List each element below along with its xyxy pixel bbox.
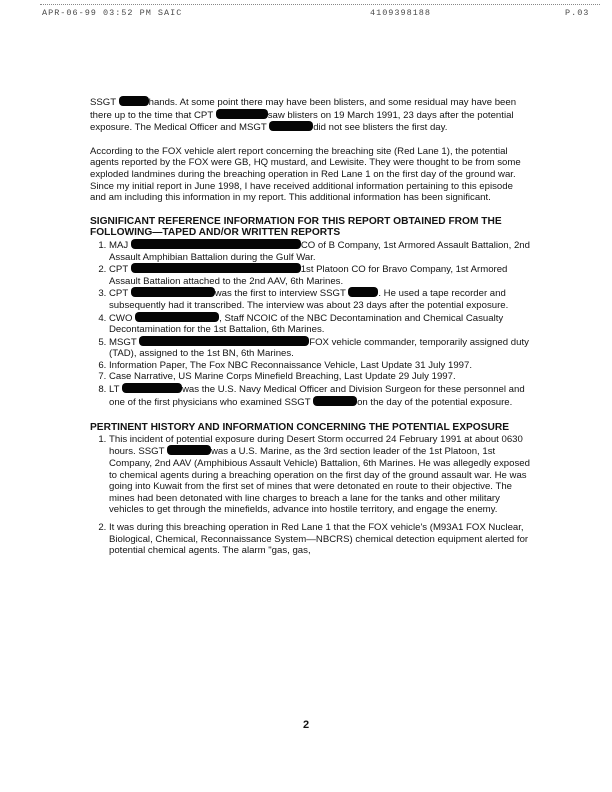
list-item: 8. LT was the U.S. Navy Medical Officer and Division Surgeon for these personnel and one of the first physicians who examined SSGT on the day of the potential exposure. [109, 383, 530, 408]
redaction-bar [122, 383, 182, 393]
references-list [90, 239, 530, 408]
redaction-bar [216, 109, 268, 119]
document-body [90, 96, 530, 557]
redaction-bar [313, 396, 357, 406]
history-heading: PERTINENT HISTORY AND INFORMATION CONCERNING THE POTENTIAL EXPOSURE [90, 422, 510, 434]
redaction-bar [135, 312, 219, 322]
list-item: 1. MAJ CO of B Company, 1st Armored Assault Battalion, 2nd Assault Amphibian Battalion during the Gulf War. [109, 239, 530, 263]
fax-header-date: APR-06-99 03:52 PM SAIC [42, 8, 183, 18]
list-item: 7. Case Narrative, US Marine Corps Minefield Breaching, Last Update 29 July 1997. [109, 371, 530, 383]
list-item: 4. CWO , Staff NCOIC of the NBC Decontamination and Chemical Casualty Decontamination for the 1st Battalion, 6th Marines. [109, 312, 530, 336]
redaction-bar [131, 239, 301, 249]
fax-header-number: 4109398188 [370, 8, 432, 18]
history-list [90, 434, 530, 557]
list-item: 6. Information Paper, The Fox NBC Reconnaissance Vehicle, Last Update 31 July 1997. [109, 360, 530, 372]
fax-header [40, 4, 600, 18]
intro-paragraph-1: SSGT hands. At some point there may have been blisters, and some residual may have been there up to the time that CPT saw blisters on 19 March 1991, 23 days after the potential exposure. The Medical Officer and MSGT did not see blisters the first day. [90, 97, 517, 134]
page-number: 2 [302, 719, 310, 731]
redaction-bar [348, 287, 378, 297]
redaction-bar [119, 96, 149, 106]
redaction-bar [167, 445, 211, 455]
redaction-bar [131, 287, 215, 297]
fax-header-page: P.03 [565, 8, 590, 18]
list-item: 5. MSGT FOX vehicle commander, temporarily assigned duty (TAD), assigned to the 1st BN, 6th Marines. [109, 336, 530, 360]
redaction-bar [269, 121, 313, 131]
list-item: 2. It was during this breaching operation in Red Lane 1 that the FOX vehicle's (M93A1 FOX Nuclear, Biological, Chemical, Reconnaissance System—NBCRS) chemical detection equipment alerted for potential chemical agents. The alarm "gas, gas, [109, 522, 530, 557]
references-heading: SIGNIFICANT REFERENCE INFORMATION FOR THIS REPORT OBTAINED FROM THE FOLLOWING—TAPED AND/OR WRITTEN REPORTS [90, 215, 502, 239]
list-item: 2. CPT 1st Platoon CO for Bravo Company, 1st Armored Assault Battalion attached to the 2nd AAV, 6th Marines. [109, 263, 530, 287]
intro-paragraph-2: According to the FOX vehicle alert report concerning the breaching site (Red Lane 1), the potential agents reported by the FOX were GB, HQ mustard, and Lewisite. They were thought to be from some exploded landmines during the breaching operation in Red Lane 1 on the first day of the ground war. Since my initial report in June 1998, I have received additional information pertaining to this episode and am including this information in my report. This additional information has been significant. [90, 145, 521, 204]
redaction-bar [139, 336, 309, 346]
list-item: 1. This incident of potential exposure during Desert Storm occurred 24 February 1991 at about 0630 hours. SSGT was a U.S. Marine, as the 3rd section leader of the 1st Platoon, 1st Company, 2nd AAV (Amphibious Assault Vehicle) Battalion, 6th Marines. He was allegedly exposed to chemical agents during a breaching operation on the first day of the ground assault war. He was going into Kuwait from the first set of mines that were detonated en route to their objective. The mines had been detonated with line charges to breach a lane for the tanks and other military vehicles to get through the minefields, advance into hostile territory, and engage the enemy. [109, 434, 530, 516]
redaction-bar [131, 263, 301, 273]
list-item: 3. CPT was the first to interview SSGT . He used a tape recorder and subsequently had it transcribed. The interview was about 23 days after the potential exposure. [109, 287, 530, 311]
